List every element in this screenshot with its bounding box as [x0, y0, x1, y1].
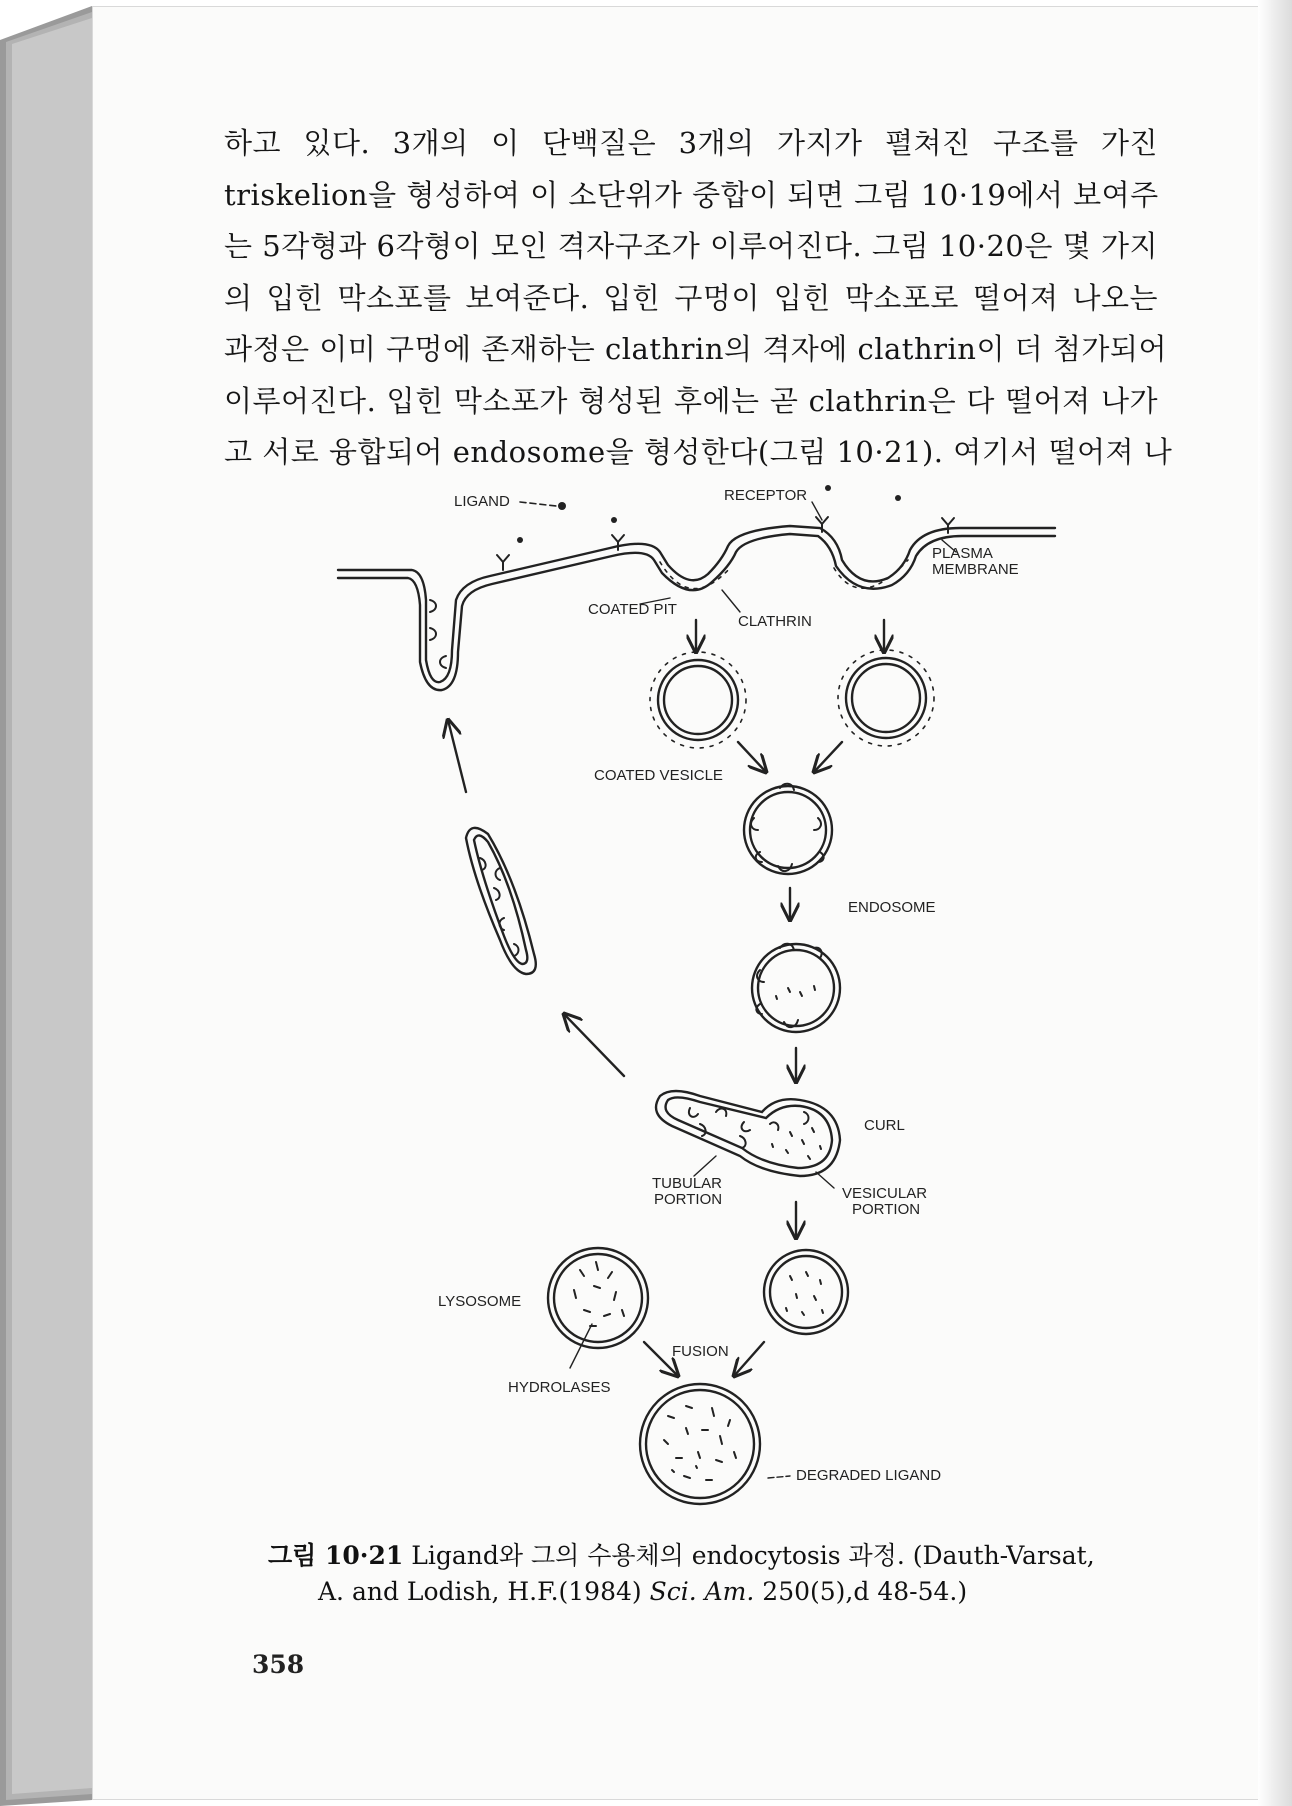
body-line: 하고 있다. 3개의 이 단백질은 3개의 가지가 펼쳐진 구조를 가진 — [224, 126, 1158, 160]
caption-line-1 — [268, 1538, 1095, 1574]
label-degraded-ligand: DEGRADED LIGAND — [796, 1467, 942, 1484]
label-receptor: RECEPTOR — [724, 487, 808, 504]
caption-journal: Sci. Am. — [649, 1577, 755, 1606]
book-spine — [0, 0, 100, 1806]
caption-authors: A. and Lodish, H.F.(1984) — [318, 1577, 650, 1606]
page-edge-shadow — [1258, 0, 1292, 1806]
label-curl: CURL — [864, 1117, 905, 1134]
label-coated-vesicle: COATED VESICLE — [594, 767, 723, 784]
body-line: 과정은 이미 구멍에 존재하는 clathrin의 격자에 clathrin이 더 첨가되어 — [224, 332, 1167, 366]
label-plasma-2: MEMBRANE — [932, 561, 1019, 578]
label-fusion: FUSION — [672, 1343, 729, 1360]
label-vesicular-2: PORTION — [852, 1201, 921, 1218]
body-line: 는 5각형과 6각형이 모인 격자구조가 이루어진다. 그림 10·20은 몇 가지 — [224, 229, 1158, 263]
label-tubular-1: TUBULAR — [652, 1175, 723, 1192]
caption-text: Ligand와 그의 수용체의 endocytosis 과정. (Dauth-Varsat, — [403, 1541, 1095, 1570]
label-lysosome: LYSOSOME — [438, 1293, 522, 1310]
figure-caption — [268, 1538, 1095, 1610]
label-vesicular-1: VESICULAR — [842, 1185, 928, 1202]
label-hydrolases: HYDROLASES — [508, 1379, 611, 1396]
label-ligand: LIGAND — [454, 493, 510, 510]
body-line: triskelion을 형성하여 이 소단위가 중합이 되면 그림 10·19에서 보여주 — [224, 177, 1159, 212]
label-plasma-1: PLASMA — [932, 545, 993, 562]
label-clathrin: CLATHRIN — [738, 613, 812, 630]
label-tubular-2: PORTION — [654, 1191, 723, 1208]
body-line: 이루어진다. 입힌 막소포가 형성된 후에는 곧 clathrin은 다 떨어져 나가 — [224, 383, 1158, 418]
label-coated-pit: COATED PIT — [588, 601, 677, 618]
caption-label: 그림 10·21 — [268, 1541, 404, 1570]
label-endosome: ENDOSOME — [848, 899, 936, 916]
caption-line-2 — [268, 1574, 1095, 1610]
caption-citation: 250(5),d 48-54.) — [754, 1577, 968, 1606]
body-line: 고 서로 융합되어 endosome을 형성한다(그림 10·21). 여기서 떨어져 나 — [224, 435, 1173, 469]
page-number: 358 — [252, 1650, 305, 1679]
body-text — [224, 118, 1173, 479]
body-line: 의 입힌 막소포를 보여준다. 입힌 구멍이 입힌 막소포로 떨어져 나오는 — [224, 280, 1158, 315]
